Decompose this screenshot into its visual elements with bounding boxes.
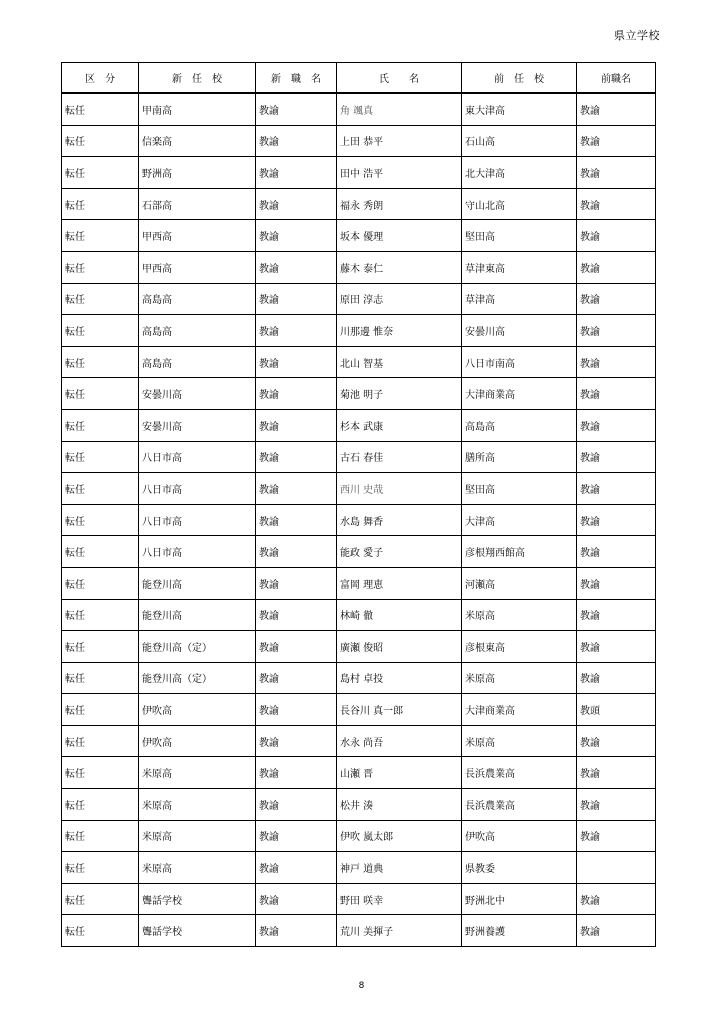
cell-previous-position: 教頭 — [577, 694, 656, 726]
cell-new-school: 八日市高 — [139, 536, 256, 568]
cell-previous-position: 教諭 — [577, 315, 656, 347]
cell-new-school: 信楽高 — [139, 125, 256, 157]
cell-new-position: 教諭 — [256, 567, 337, 599]
cell-category: 転任 — [62, 346, 139, 378]
cell-new-position: 教諭 — [256, 378, 337, 410]
cell-new-position: 教諭 — [256, 125, 337, 157]
cell-new-position: 教諭 — [256, 883, 337, 915]
cell-previous-school: 河瀬高 — [462, 567, 577, 599]
cell-previous-position: 教諭 — [577, 251, 656, 283]
cell-name: 上田 恭平 — [337, 125, 462, 157]
cell-previous-position: 教諭 — [577, 725, 656, 757]
cell-previous-position: 教諭 — [577, 125, 656, 157]
table-row — [62, 694, 656, 726]
cell-new-school: 八日市高 — [139, 441, 256, 473]
cell-previous-position: 教諭 — [577, 631, 656, 663]
table-row — [62, 188, 656, 220]
cell-category: 転任 — [62, 725, 139, 757]
cell-name: 水島 舞香 — [337, 504, 462, 536]
table-row — [62, 220, 656, 252]
table-row — [62, 346, 656, 378]
cell-new-position: 教諭 — [256, 188, 337, 220]
cell-previous-position: 教諭 — [577, 473, 656, 505]
table-row — [62, 789, 656, 821]
column-header-new-position: 新 職 名 — [256, 63, 337, 94]
cell-category: 転任 — [62, 378, 139, 410]
column-header-name: 氏 名 — [337, 63, 462, 94]
cell-previous-school: 米原高 — [462, 599, 577, 631]
cell-new-position: 教諭 — [256, 599, 337, 631]
cell-category: 転任 — [62, 283, 139, 315]
cell-previous-school: 県教委 — [462, 852, 577, 884]
table-row — [62, 251, 656, 283]
cell-new-position: 教諭 — [256, 725, 337, 757]
cell-new-school: 八日市高 — [139, 504, 256, 536]
table-row — [62, 852, 656, 884]
cell-previous-school: 堅田高 — [462, 473, 577, 505]
cell-new-position: 教諭 — [256, 93, 337, 125]
cell-name: 田中 浩平 — [337, 157, 462, 189]
cell-new-school: 能登川高 — [139, 567, 256, 599]
table-row — [62, 820, 656, 852]
cell-previous-position: 教諭 — [577, 441, 656, 473]
cell-new-school: 石部高 — [139, 188, 256, 220]
cell-category: 転任 — [62, 631, 139, 663]
cell-new-position: 教諭 — [256, 251, 337, 283]
cell-new-position: 教諭 — [256, 694, 337, 726]
cell-new-school: 伊吹高 — [139, 694, 256, 726]
cell-new-position: 教諭 — [256, 346, 337, 378]
cell-new-school: 米原高 — [139, 852, 256, 884]
cell-previous-position: 教諭 — [577, 93, 656, 125]
cell-category: 転任 — [62, 820, 139, 852]
cell-previous-school: 彦根東高 — [462, 631, 577, 663]
cell-new-school: 米原高 — [139, 820, 256, 852]
table-row — [62, 536, 656, 568]
cell-previous-school: 北大津高 — [462, 157, 577, 189]
cell-previous-position: 教諭 — [577, 883, 656, 915]
cell-previous-school: 石山高 — [462, 125, 577, 157]
table-row — [62, 157, 656, 189]
cell-category: 転任 — [62, 662, 139, 694]
cell-previous-position: 教諭 — [577, 188, 656, 220]
cell-previous-school: 安曇川高 — [462, 315, 577, 347]
cell-previous-position: 教諭 — [577, 915, 656, 947]
cell-new-school: 米原高 — [139, 789, 256, 821]
cell-previous-position: 教諭 — [577, 504, 656, 536]
cell-category: 転任 — [62, 251, 139, 283]
cell-new-school: 高島高 — [139, 315, 256, 347]
cell-new-school: 聾話学校 — [139, 915, 256, 947]
cell-new-position: 教諭 — [256, 915, 337, 947]
cell-name: 廣瀬 俊昭 — [337, 631, 462, 663]
table-header-row — [62, 63, 656, 94]
cell-name: 長谷川 真一郎 — [337, 694, 462, 726]
table-row — [62, 378, 656, 410]
cell-category: 転任 — [62, 315, 139, 347]
table-row — [62, 473, 656, 505]
cell-name: 杉本 武康 — [337, 409, 462, 441]
cell-previous-position — [577, 852, 656, 884]
cell-category: 転任 — [62, 852, 139, 884]
cell-previous-school: 東大津高 — [462, 93, 577, 125]
cell-previous-school: 八日市南高 — [462, 346, 577, 378]
table-row — [62, 567, 656, 599]
cell-name: 富岡 理恵 — [337, 567, 462, 599]
cell-previous-school: 膳所高 — [462, 441, 577, 473]
cell-new-position: 教諭 — [256, 409, 337, 441]
page-number: 8 — [358, 981, 365, 991]
cell-name: 北山 智基 — [337, 346, 462, 378]
cell-new-position: 教諭 — [256, 820, 337, 852]
cell-new-school: 八日市高 — [139, 473, 256, 505]
cell-new-position: 教諭 — [256, 283, 337, 315]
cell-new-position: 教諭 — [256, 789, 337, 821]
cell-new-position: 教諭 — [256, 504, 337, 536]
cell-name: 山瀬 晋 — [337, 757, 462, 789]
cell-new-school: 高島高 — [139, 283, 256, 315]
cell-name: 菊池 明子 — [337, 378, 462, 410]
cell-previous-school: 米原高 — [462, 662, 577, 694]
table-row — [62, 883, 656, 915]
cell-previous-school: 大津高 — [462, 504, 577, 536]
cell-new-school: 甲西高 — [139, 251, 256, 283]
column-header-category: 区 分 — [62, 63, 139, 94]
cell-new-position: 教諭 — [256, 536, 337, 568]
cell-previous-position: 教諭 — [577, 409, 656, 441]
cell-previous-school: 高島高 — [462, 409, 577, 441]
cell-previous-position: 教諭 — [577, 599, 656, 631]
cell-category: 転任 — [62, 125, 139, 157]
cell-previous-position: 教諭 — [577, 536, 656, 568]
cell-new-school: 野洲高 — [139, 157, 256, 189]
cell-name: 水永 尚吾 — [337, 725, 462, 757]
cell-name: 川那邊 惟奈 — [337, 315, 462, 347]
cell-category: 転任 — [62, 188, 139, 220]
cell-category: 転任 — [62, 883, 139, 915]
cell-category: 転任 — [62, 599, 139, 631]
cell-previous-school: 米原高 — [462, 725, 577, 757]
cell-new-school: 伊吹高 — [139, 725, 256, 757]
table-row — [62, 915, 656, 947]
table-row — [62, 93, 656, 125]
table-body — [62, 93, 656, 947]
cell-name: 西川 史哉 — [337, 473, 462, 505]
cell-previous-school: 守山北高 — [462, 188, 577, 220]
column-header-previous-school: 前 任 校 — [462, 63, 577, 94]
cell-previous-position: 教諭 — [577, 789, 656, 821]
cell-new-position: 教諭 — [256, 473, 337, 505]
cell-previous-position: 教諭 — [577, 567, 656, 599]
cell-category: 転任 — [62, 441, 139, 473]
cell-previous-school: 大津商業高 — [462, 378, 577, 410]
cell-category: 転任 — [62, 504, 139, 536]
cell-name: 島村 卓投 — [337, 662, 462, 694]
cell-previous-position: 教諭 — [577, 757, 656, 789]
page-category-label: 県立学校 — [614, 29, 660, 42]
cell-new-school: 能登川高（定） — [139, 662, 256, 694]
cell-category: 転任 — [62, 694, 139, 726]
table-row — [62, 409, 656, 441]
cell-name: 荒川 美揮子 — [337, 915, 462, 947]
cell-name: 神戸 道典 — [337, 852, 462, 884]
cell-previous-school: 大津商業高 — [462, 694, 577, 726]
cell-category: 転任 — [62, 93, 139, 125]
cell-name: 林崎 徹 — [337, 599, 462, 631]
table-row — [62, 315, 656, 347]
table-row — [62, 725, 656, 757]
cell-name: 坂本 優理 — [337, 220, 462, 252]
cell-category: 転任 — [62, 915, 139, 947]
cell-new-position: 教諭 — [256, 315, 337, 347]
cell-new-school: 安曇川高 — [139, 378, 256, 410]
cell-previous-school: 伊吹高 — [462, 820, 577, 852]
table-row — [62, 283, 656, 315]
cell-category: 転任 — [62, 473, 139, 505]
cell-category: 転任 — [62, 757, 139, 789]
cell-name: 野田 咲幸 — [337, 883, 462, 915]
table-row — [62, 757, 656, 789]
cell-new-school: 能登川高（定） — [139, 631, 256, 663]
cell-name: 原田 淳志 — [337, 283, 462, 315]
cell-previous-position: 教諭 — [577, 662, 656, 694]
cell-name: 藤木 泰仁 — [337, 251, 462, 283]
column-header-previous-position: 前職名 — [577, 63, 656, 94]
table-row — [62, 125, 656, 157]
cell-category: 転任 — [62, 157, 139, 189]
cell-new-position: 教諭 — [256, 157, 337, 189]
cell-new-school: 甲西高 — [139, 220, 256, 252]
cell-previous-position: 教諭 — [577, 283, 656, 315]
cell-new-position: 教諭 — [256, 757, 337, 789]
cell-category: 転任 — [62, 789, 139, 821]
cell-previous-school: 草津東高 — [462, 251, 577, 283]
cell-new-position: 教諭 — [256, 631, 337, 663]
cell-previous-school: 野洲養護 — [462, 915, 577, 947]
cell-new-school: 高島高 — [139, 346, 256, 378]
cell-previous-school: 堅田高 — [462, 220, 577, 252]
cell-new-school: 米原高 — [139, 757, 256, 789]
cell-previous-school: 長浜農業高 — [462, 789, 577, 821]
cell-name: 古石 春佳 — [337, 441, 462, 473]
cell-new-school: 甲南高 — [139, 93, 256, 125]
table-row — [62, 504, 656, 536]
personnel-table — [61, 62, 656, 947]
cell-previous-school: 長浜農業高 — [462, 757, 577, 789]
cell-new-school: 安曇川高 — [139, 409, 256, 441]
cell-category: 転任 — [62, 409, 139, 441]
cell-new-position: 教諭 — [256, 441, 337, 473]
cell-previous-position: 教諭 — [577, 220, 656, 252]
cell-category: 転任 — [62, 567, 139, 599]
table-row — [62, 441, 656, 473]
cell-name: 伊吹 嵐太郎 — [337, 820, 462, 852]
cell-category: 転任 — [62, 220, 139, 252]
cell-previous-position: 教諭 — [577, 820, 656, 852]
cell-category: 転任 — [62, 536, 139, 568]
cell-previous-position: 教諭 — [577, 378, 656, 410]
cell-name: 能政 愛子 — [337, 536, 462, 568]
cell-new-school: 聾話学校 — [139, 883, 256, 915]
cell-previous-position: 教諭 — [577, 346, 656, 378]
cell-name: 福永 秀朗 — [337, 188, 462, 220]
cell-previous-position: 教諭 — [577, 157, 656, 189]
table-row — [62, 599, 656, 631]
cell-new-position: 教諭 — [256, 662, 337, 694]
cell-new-position: 教諭 — [256, 220, 337, 252]
cell-new-school: 能登川高 — [139, 599, 256, 631]
table-row — [62, 662, 656, 694]
cell-previous-school: 草津高 — [462, 283, 577, 315]
cell-new-position: 教諭 — [256, 852, 337, 884]
cell-name: 角 颯真 — [337, 93, 462, 125]
cell-name: 松井 湊 — [337, 789, 462, 821]
cell-previous-school: 野洲北中 — [462, 883, 577, 915]
table-row — [62, 631, 656, 663]
column-header-new-school: 新 任 校 — [139, 63, 256, 94]
cell-previous-school: 彦根翔西館高 — [462, 536, 577, 568]
